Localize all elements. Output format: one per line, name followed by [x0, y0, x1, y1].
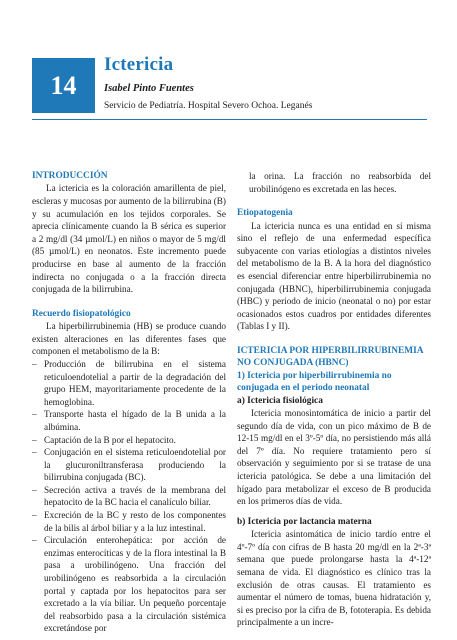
etiopatogenia-heading: Etiopatogenia [237, 208, 293, 219]
hbnc-heading-line1: ICTERICIA POR HIPERBILIRRUBINEMIA [237, 345, 424, 356]
chapter-number: 14 [50, 70, 77, 100]
list-item: – Secreción activa a través de la membrana del hepatocito de la BC hacia el canalículo biliar. [32, 484, 226, 509]
header-divider [32, 119, 427, 120]
list-item: – Transporte hasta el hígado de la B unida a la albúmina. [32, 408, 226, 433]
right-column [237, 170, 431, 629]
metabolism-steps-list [32, 358, 226, 635]
etiopatogenia-paragraph: La ictericia nunca es una entidad en sí misma sino el reflejo de una enfermedad específica subyacente con varias etiologías a distintos niveles del metabolismo de la B. A la hora del diagnóstico es esencial diferenciar entre hiperbilirrubinemia no conjugada (HBNC), hiperbilirrubinemia conjugada (HBC) y periodo de inicio (neonatal o no) por estar ocasionados estos cuadros por entidades diferentes (Tablas I y II). [237, 220, 431, 332]
neonatal-subheading: 1) Ictericia por hiperbilirrubinemia no conjugada en el periodo neonatal [237, 370, 392, 394]
hbnc-heading [237, 345, 431, 370]
chapter-number-box [32, 58, 95, 113]
left-column [32, 170, 226, 635]
fisiologica-paragraph: Ictericia monosintomática de inicio a partir del segundo día de vida, con un pico máximo de B de 12-15 mg/dl en el 3º-5º día, no persistiendo más allá del 7º día. No requiere tratamiento pero sí observación y seguimiento por si se tratase de una ictericia patológica. Se debe a una limitación del hígado para metabolizar el exceso de B producida en los primeros días de vida. [237, 407, 431, 507]
recuerdo-paragraph: La hiperbilirrubinemia (HB) se produce cuando existen alteraciones en las diferentes fases que componen el metabolismo de la B: [32, 321, 226, 357]
continuation-paragraph: la orina. La fracción no reabsorbida del urobilinógeno es excretada en las heces. [249, 171, 431, 194]
lactancia-paragraph: Ictericia asintomática de inicio tardío entre el 4º-7º día con cifras de B hasta 20 mg/dl en la 2ª-3ª semana que puede prolongarse hasta la 4ª-12ª semana de vida. El diagnóstico es clínico tras la exclusión de otras causas. El tratamiento es aumentar el número de tomas, buena hidratación y, si es preciso por la cifra de B, fototerapia. Es debida principalmente a un incre- [237, 529, 431, 628]
list-item: – Captación de la B por el hepatocito. [32, 434, 226, 447]
recuerdo-heading: Recuerdo fisiopatológico [32, 308, 131, 319]
list-item: – Conjugación en el sistema reticuloendotelial por la glucuroniltransferasa produciendo la bilirrubina conjugada (BC). [32, 446, 226, 484]
lactancia-heading: b) Ictericia por lactancia materna [237, 516, 372, 527]
intro-heading: INTRODUCCIÓN [32, 171, 108, 181]
hbnc-heading-line2: NO CONJUGADA (HBNC) [237, 358, 349, 369]
chapter-title: Ictericia [104, 54, 174, 75]
author-name: Isabel Pinto Fuentes [104, 83, 194, 94]
intro-paragraph: La ictericia es la coloración amarillenta de piel, escleras y mucosas por aumento de la bilirrubina (B) y su acumulación en los tejidos corporales. Se aprecia clínicamente cuando la B sérica es superior a 2 mg/dl (34 µmol/L) en niños o mayor de 5 mg/dl (85 µmol/L) en neonatos. Este incremento puede producirse en base al aumento de la fracción indirecta no conjugada o a la fracción directa conjugada de la bilirrubina. [32, 183, 226, 295]
list-item: – Circulación enterohepática: por acción de enzimas enterocíticas y de la flora intestinal la B pasa a urobilinógeno. Una fracción del urobilinógeno es reabsorbida a la circulación portal y captada por los hepatocitos para ser excretado a la vía biliar. Un pequeño porcentaje del reabsorbido pasa a la circulación sistémica excretándose por [32, 534, 226, 635]
author-affiliation: Servicio de Pediatría. Hospital Severo Ochoa. Leganés [104, 101, 313, 111]
list-item: – Excreción de la BC y resto de los componentes de la bilis al árbol biliar y a la luz intestinal. [32, 509, 226, 534]
list-item: – Producción de bilirrubina en el sistema reticuloendotelial a partir de la degradación del grupo HEM, mayoritariamente procedente de la hemoglobina. [32, 358, 226, 408]
fisiologica-heading: a) Ictericia fisiológica [237, 395, 323, 406]
